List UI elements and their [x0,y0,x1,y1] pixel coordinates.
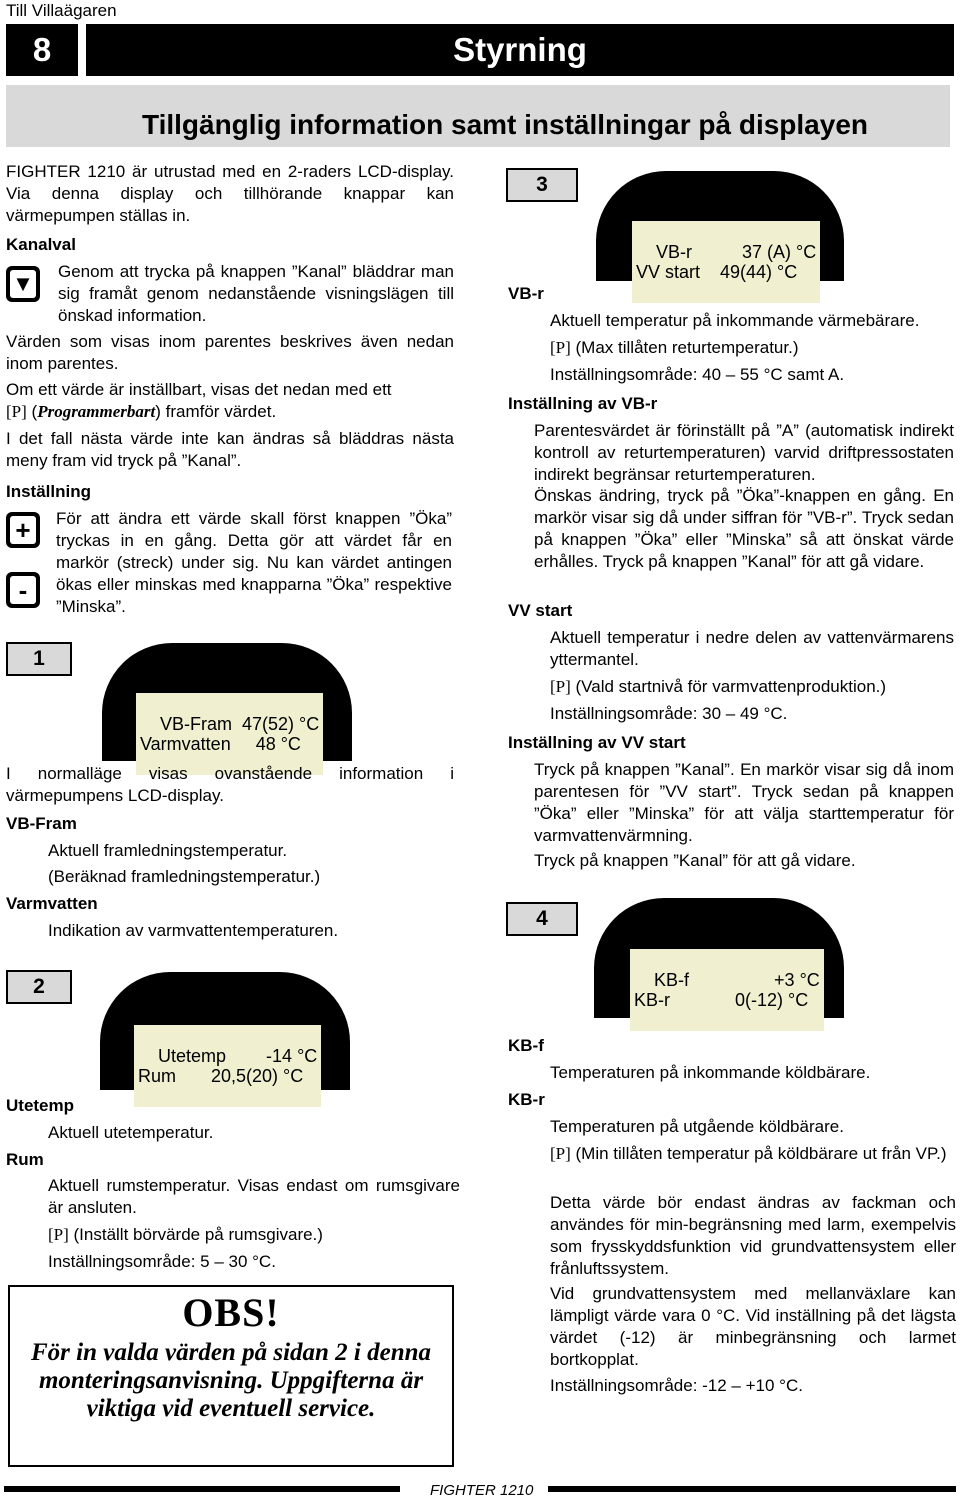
p3-p-marker: [P] [6,402,27,421]
p3-text-c: ) framför värdet. [155,402,277,421]
rum-heading: Rum [6,1150,44,1169]
screen-3-number: 3 [506,168,578,202]
kanalval-heading: Kanalval [6,235,76,254]
running-title: Till Villaägaren [6,1,117,20]
varmvatten-heading: Varmvatten [6,894,98,913]
screen-4-number: 4 [506,902,578,936]
installning-vv-start-heading: Inställning av VV start [508,733,686,752]
kb-r-text-3: Vid grundvattensystem med mellanväxlare kan lämpligt värde vara 0 °C. Vid inställning på det lägsta värdet (-12) är minbegränsning och larmet bortkopplat. [550,1284,956,1369]
kb-r-p-marker: [P] [550,1144,571,1163]
kb-r-heading: KB-r [508,1090,545,1109]
kanalval-paragraph-2: Värden som visas inom parentes beskrives även nedan inom parentes. [6,332,454,373]
vb-r-p-text: (Max tillåten returtemperatur.) [575,338,799,357]
vb-fram-text-2: (Beräknad framledningstemperatur.) [48,867,321,886]
kb-f-heading: KB-f [508,1036,544,1055]
installning-vb-r-text-1: Parentesvärdet är förinställt på ”A” (automatisk indirekt kontroll av returtemperaturen) varvid driftpressostaten indirekt begränsar returtemperaturen. [534,421,954,484]
vb-r-text-1: Aktuell temperatur på inkommande värmebärare. [550,311,920,330]
obs-text: För in valda värden på sidan 2 i denna monteringsanvisning. Uppgifterna är viktiga vid eventuell service. [30,1339,432,1422]
kb-r-text: Temperaturen på utgående köldbärare. [550,1117,844,1136]
obs-box [8,1285,454,1467]
oka-key-icon [6,512,40,548]
vb-r-p-marker: [P] [550,338,571,357]
lcd1-line2: Varmvatten 48 °C [140,734,301,754]
vv-start-p-text: (Vald startnivå för varmvattenproduktion.) [575,677,887,696]
vv-start-text-1: Aktuell temperatur i nedre delen av vattenvärmarens yttermantel. [550,628,954,669]
installning-heading: Inställning [6,482,91,501]
lcd2-line1: Utetemp -14 °C [158,1046,318,1066]
chapter-title: Styrning [86,24,954,76]
kb-f-text: Temperaturen på inkommande köldbärare. [550,1063,871,1082]
vv-start-p-marker: [P] [550,677,571,696]
lcd-display-2 [100,972,350,1090]
minus-icon: - [10,576,36,604]
lcd-screen-2 [134,1025,321,1107]
lcd3-line1: VB-r 37 (A) °C [656,242,817,262]
section-title-bar [6,85,950,147]
lcd-screen-4 [630,949,824,1031]
screen-1-number: 1 [6,642,72,676]
footer-model: FIGHTER 1210 [430,1482,534,1499]
rum-text: Aktuell rumstemperatur. Visas endast om rumsgivare är ansluten. [48,1176,460,1217]
kanalval-paragraph-4: I det fall nästa värde inte kan ändras så bläddras nästa meny fram vid tryck på ”Kanal”. [6,429,454,470]
vv-start-p-line [550,676,886,698]
minska-key-icon [6,572,40,608]
installning-vb-r-heading: Inställning av VB-r [508,394,658,413]
kb-r-range: Inställningsområde: -12 – +10 °C. [550,1376,803,1395]
screen-2-number: 2 [6,970,72,1004]
vb-fram-heading: VB-Fram [6,814,77,833]
kb-r-p-line [550,1143,956,1165]
lcd-display-3 [596,171,844,281]
lcd4-line1: KB-f +3 °C [654,970,820,990]
varmvatten-text: Indikation av varmvattentemperaturen. [48,921,339,940]
vb-r-heading: VB-r [508,284,544,303]
p3-programmerbart: Programmerbart [37,402,156,421]
footer-rule-left [4,1486,400,1492]
screen1-caption: I normalläge visas ovanstående information i värmepumpens LCD-display. [6,764,454,805]
installning-vv-start-text-1: Tryck på knappen ”Kanal”. En markör visar sig då inom parentesen för ”VV start”. Tryck sedan på knappen ”Öka” eller ”Minska” för att välja starttemperatur för varmvattenvärmning. [534,760,954,845]
p3-paren: ( [31,402,38,421]
installning-text: För att ändra ett värde skall först knappen ”Öka” tryckas in en gång. Detta gör att värdet får en markör (streck) under sig. Nu kan värdet antingen ökas eller minskas med knapparna ”Öka” respektive ”Minska”. [56,509,452,616]
arrow-down-icon: ▼ [10,270,36,298]
lcd3-line2: VV start 49(44) °C [636,262,798,282]
kb-r-text-2: Detta värde bör endast ändras av fackman och användes för min-begränsning med larm, exempelvis som frysskyddsfunktion vid grundvattensystem eller frånluftssystem. [550,1193,956,1278]
rum-range: Inställningsområde: 5 – 30 °C. [48,1252,276,1271]
installning-vb-r-text-2: Önskas ändring, tryck på ”Öka”-knappen en gång. En markör visar sig då under siffran för ”VB-r”. Tryck sedan på knappen ”Öka” eller ”Minska” så att önskat värde erhålles. Tryck på knappen ”Kanal” för att gå vidare. [534,486,954,571]
utetemp-heading: Utetemp [6,1096,75,1115]
p3-text-a: Om ett värde är inställbart, visas det nedan med ett [6,380,392,399]
kanalval-text: Genom att trycka på knappen ”Kanal” bläddrar man sig framåt genom nedanstående visningslägen till önskad information. [58,262,454,325]
rum-p-marker: [P] [48,1225,69,1244]
lcd2-line2: Rum 20,5(20) °C [138,1066,304,1086]
installning-vv-start-text-2: Tryck på knappen ”Kanal” för att gå vidare. [534,851,856,870]
intro-paragraph: FIGHTER 1210 är utrustad med en 2-raders LCD-display. Via denna display och tillhörande knappar kan värmepumpen ställas in. [6,162,454,225]
vb-fram-text-1: Aktuell framledningstemperatur. [48,841,288,860]
lcd1-line1: VB-Fram 47(52) °C [160,714,320,734]
lcd-screen-3 [632,221,820,303]
plus-icon: + [10,516,36,544]
footer-rule-right [548,1486,956,1492]
vv-start-range: Inställningsområde: 30 – 49 °C. [550,704,788,723]
lcd4-line2: KB-r 0(-12) °C [634,990,809,1010]
utetemp-text: Aktuell utetemperatur. [48,1123,214,1142]
kb-r-p-text: (Min tillåten temperatur på köldbärare ut från VP.) [575,1144,947,1163]
chapter-number: 8 [6,24,78,76]
kanal-key-icon [6,266,40,302]
lcd-display-4 [594,898,844,1018]
obs-title: OBS! [182,1290,280,1335]
rum-p-text: (Inställt börvärde på rumsgivare.) [73,1225,323,1244]
rum-p-line [48,1224,323,1246]
kanalval-paragraph-3 [6,379,454,423]
vb-r-range: Inställningsområde: 40 – 55 °C samt A. [550,365,845,384]
vv-start-heading: VV start [508,601,573,620]
vb-r-p-line [550,337,798,359]
lcd-display-1 [102,643,352,761]
section-title: Tillgänglig information samt inställningar på displayen [141,109,868,140]
